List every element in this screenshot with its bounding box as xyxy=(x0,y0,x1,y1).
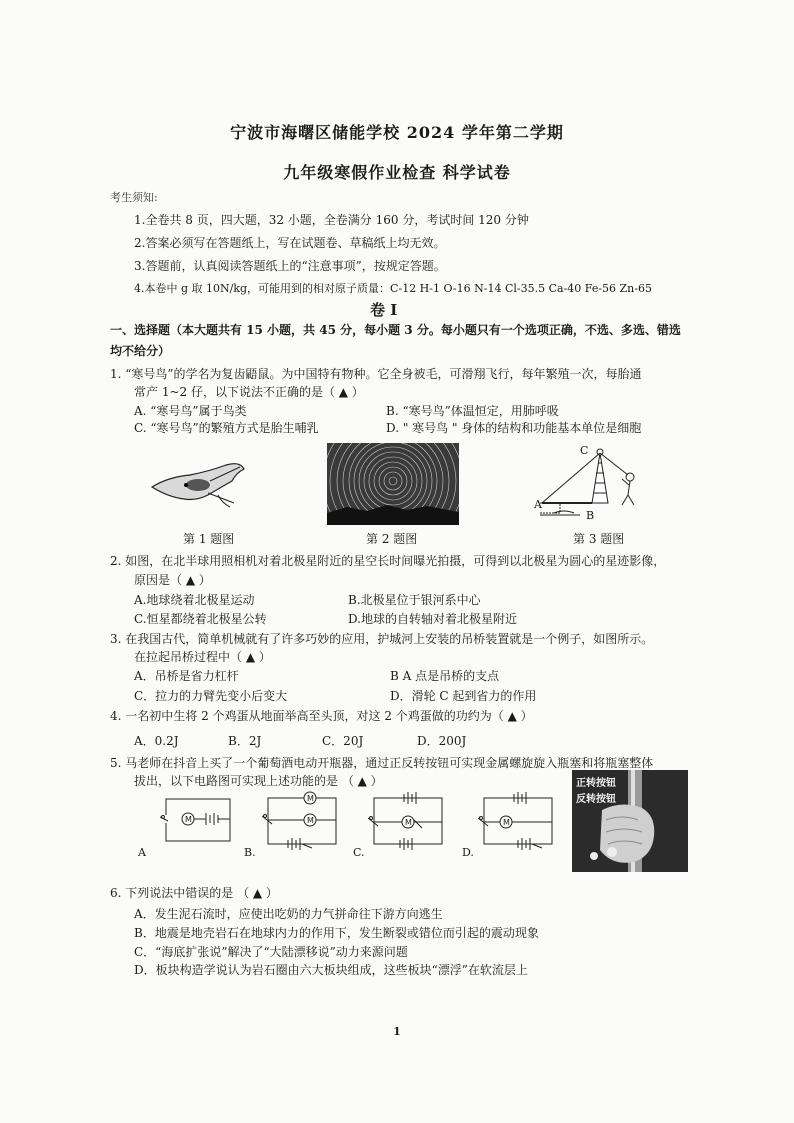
section-title: 卷 Ⅰ xyxy=(370,301,398,319)
exam-title-line1: 宁波市海曙区储能学校 2024 学年第二学期 xyxy=(230,123,564,142)
q4-stem: 4. 一名初中生将 2 个鸡蛋从地面举高至头顶，对这 2 个鸡蛋做的功约为（ ▲ ） xyxy=(110,709,533,723)
q1-option-b: B. “寒号鸟”体温恒定，用肺呼吸 xyxy=(386,404,559,418)
fig3-caption: 第 3 题图 xyxy=(573,532,625,546)
page-number: 1 xyxy=(393,1025,401,1038)
q2-stem: 2. 如图，在北半球用照相机对着北极星附近的星空长时间曝光拍摄，可得到以北极星为圆心的星迹影像， xyxy=(110,554,666,568)
notice-item-1: 1.全卷共 8 页，四大题，32 小题，全卷满分 160 分，考试时间 120 分钟 xyxy=(134,213,529,227)
flying-squirrel-figure xyxy=(148,455,248,510)
q5-stem: 5. 马老师在抖音上买了一个葡萄酒电动开瓶器，通过正反转按钮可实现金属螺旋旋入瓶塞和将瓶塞整体 xyxy=(110,756,654,770)
q5-option-b-label: B. xyxy=(244,846,256,859)
circuit-diagram-a xyxy=(160,795,236,847)
part1-heading: 一、选择题（本大题共有 15 小题，共 45 分，每小题 3 分。每小题只有一个选项正确，不选、多选、错选 xyxy=(110,323,681,337)
part1-heading-cont: 均不给分） xyxy=(110,344,171,358)
q6-option-c: C．“海底扩张说”解决了“大陆漂移说”动力来源问题 xyxy=(134,945,408,959)
q6-option-d: D．板块构造学说认为岩石圈由六大板块组成，这些板块“漂浮”在软流层上 xyxy=(134,963,528,977)
fig1-caption: 第 1 题图 xyxy=(183,532,235,546)
q5-option-d-label: D. xyxy=(462,846,474,859)
q5-option-a-label: A xyxy=(138,846,146,859)
q2-option-b: B.北极星位于银河系中心 xyxy=(348,593,481,607)
drawbridge-figure xyxy=(530,443,660,528)
fig2-caption: 第 2 题图 xyxy=(366,532,418,546)
q3-option-a: A．吊桥是省力杠杆 xyxy=(134,669,239,683)
q6-stem: 6. 下列说法中错误的是 （ ▲ ） xyxy=(110,886,278,900)
q1-stem-cont: 常产 1~2 仔，以下说法不正确的是（ ▲ ） xyxy=(134,385,364,399)
notice-item-4: 4.本卷中 g 取 10N/kg，可能用到的相对原子质量：C-12 H-1 O-16 N-14 Cl-35.5 Ca-40 Fe-56 Zn-65 xyxy=(134,282,652,295)
fig3-label-b: B xyxy=(586,509,595,522)
circuit-diagram-b xyxy=(262,790,342,852)
q3-stem: 3. 在我国古代，简单机械就有了许多巧妙的应用，护城河上安装的吊桥装置就是一个例子，如图所示。 xyxy=(110,632,654,646)
reverse-button-label: 反转按钮 xyxy=(576,794,616,805)
q2-option-a: A.地球绕着北极星运动 xyxy=(134,593,255,607)
q3-option-b: B A 点是吊桥的支点 xyxy=(390,669,500,683)
fig3-label-c: C xyxy=(580,444,589,457)
q4-option-a: A．0.2J xyxy=(134,734,179,748)
q1-option-d: D. " 寒号鸟 " 身体的结构和功能基本单位是细胞 xyxy=(386,421,642,435)
q6-option-b: B．地震是地壳岩石在地球内力的作用下，发生断裂或错位而引起的震动现象 xyxy=(134,926,539,940)
wine-opener-photo xyxy=(572,770,688,872)
exam-title-line2: 九年级寒假作业检查 科学试卷 xyxy=(283,163,511,182)
q3-option-d: D．滑轮 C 起到省力的作用 xyxy=(390,689,537,703)
q5-option-c-label: C. xyxy=(353,846,365,859)
star-trails-photo xyxy=(327,443,459,525)
forward-button-label: 正转按钮 xyxy=(576,778,616,789)
circuit-diagram-d xyxy=(478,790,558,852)
q4-option-c: C．20J xyxy=(322,734,364,748)
notice-item-2: 2.答案必须写在答题纸上，写在试题卷、草稿纸上均无效。 xyxy=(134,236,446,250)
q5-stem-cont: 拔出，以下电路图可实现上述功能的是 （ ▲ ） xyxy=(134,774,383,788)
svg-text:M: M xyxy=(307,794,314,803)
fig3-label-a: A xyxy=(534,498,542,511)
q6-option-a: A．发生泥石流时，应使出吃奶的力气拼命往下游方向逃生 xyxy=(134,907,443,921)
circuit-diagram-c xyxy=(368,790,448,852)
q1-option-c: C. “寒号鸟”的繁殖方式是胎生哺乳 xyxy=(134,421,319,435)
notice-item-3: 3.答题前，认真阅读答题纸上的“注意事项”，按规定答题。 xyxy=(134,259,446,273)
q3-stem-cont: 在拉起吊桥过程中（ ▲ ） xyxy=(134,650,271,664)
svg-text:M: M xyxy=(405,818,412,827)
q2-stem-cont: 原因是（ ▲ ） xyxy=(134,573,211,587)
q1-option-a: A. “寒号鸟”属于鸟类 xyxy=(134,404,247,418)
svg-text:M: M xyxy=(307,816,314,825)
q2-option-d: D.地球的自转轴对着北极星附近 xyxy=(348,612,518,626)
notice-heading: 考生须知: xyxy=(110,191,158,204)
svg-text:M: M xyxy=(185,815,192,824)
svg-text:M: M xyxy=(503,818,510,827)
q4-option-d: D．200J xyxy=(417,734,467,748)
q3-option-c: C．拉力的力臂先变小后变大 xyxy=(134,689,288,703)
q2-option-c: C.恒星都绕着北极星公转 xyxy=(134,612,267,626)
q4-option-b: B．2J xyxy=(228,734,262,748)
q1-stem: 1. “寒号鸟”的学名为复齿鼯鼠。为中国特有物种。它全身被毛，可滑翔飞行，每年繁殖一次，每胎通 xyxy=(110,367,642,381)
